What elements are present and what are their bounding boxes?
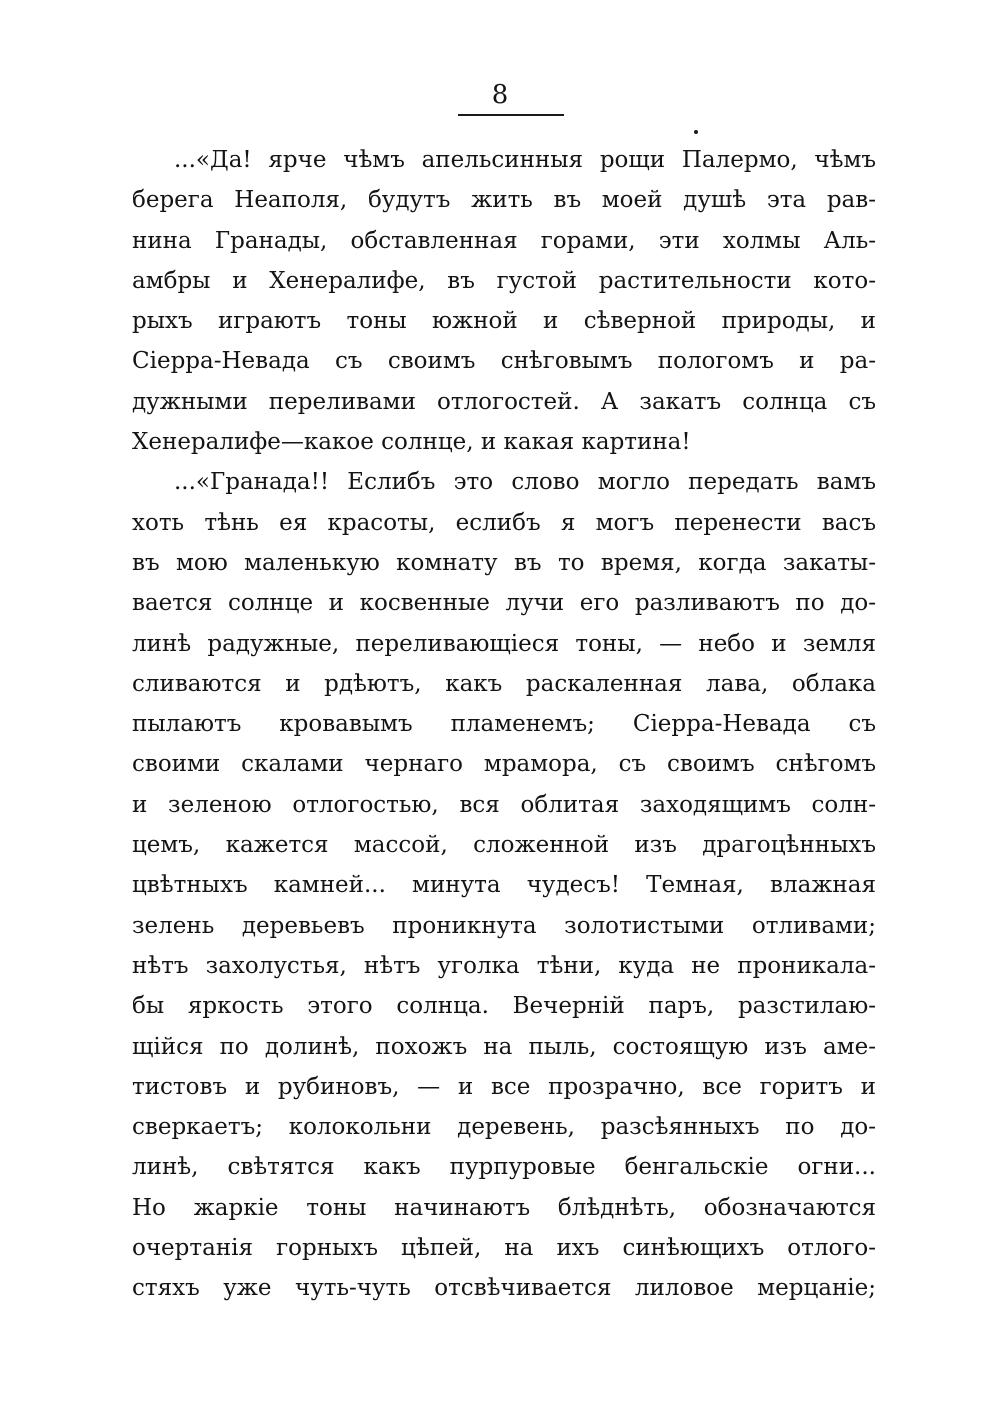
text-line: зелень деревьевъ проникнута золотистыми отливами; <box>132 912 876 939</box>
page-number: 8 <box>491 80 509 110</box>
text-line: рыхъ играютъ тоны южной и сѣверной природы, и <box>132 308 876 335</box>
print-speck <box>694 130 698 134</box>
text-line: цемъ, кажется массой, сложенной изъ драгоцѣнныхъ <box>132 832 876 859</box>
text-line: ...«Да! ярче чѣмъ апельсинныя рощи Палермо, чѣмъ <box>174 147 876 173</box>
text-line: нѣтъ захолустья, нѣтъ уголка тѣни, куда не проникала- <box>132 952 876 979</box>
text-line: дужными переливами отлогостей. А закатъ солнца съ <box>132 388 876 415</box>
text-line: линѣ, свѣтятся какъ пурпуровые бенгальскіе огни... <box>132 1154 876 1181</box>
text-line: пылаютъ кровавымъ пламенемъ; Сіерра-Невада съ <box>132 711 876 738</box>
text-line: Сіерра-Невада съ своимъ снѣговымъ пологомъ и ра- <box>132 348 876 375</box>
text-line: берега Неаполя, будутъ жить въ моей душѣ эта рав- <box>132 187 876 214</box>
page-number-rule <box>458 114 564 116</box>
text-line: амбры и Хенералифе, въ густой растительности кото- <box>132 267 876 294</box>
text-line: сверкаетъ; колокольни деревень, разсѣянныхъ по до- <box>132 1114 876 1141</box>
text-line: ...«Гранада!! Еслибъ это слово могло передать вамъ <box>174 469 876 496</box>
text-line: вается солнце и косвенные лучи его разливаютъ по до- <box>132 590 876 617</box>
text-line: линѣ радужные, переливающіеся тоны, — небо и земля <box>132 630 876 657</box>
body-text <box>132 140 876 1309</box>
text-line: сливаются и рдѣютъ, какъ раскаленная лава, облака <box>132 670 876 697</box>
text-line: стяхъ уже чуть-чуть отсвѣчивается лиловое мерцаніе; <box>132 1275 876 1302</box>
text-line: Хенералифе—какое солнце, и какая картина! <box>132 429 691 456</box>
text-line: бы яркость этого солнца. Вечерній паръ, разстилаю- <box>132 993 876 1020</box>
text-line: очертанія горныхъ цѣпей, на ихъ синѣющихъ отлого- <box>132 1235 876 1262</box>
text-line: Но жаркіе тоны начинаютъ блѣднѣть, обозначаются <box>132 1194 876 1221</box>
text-line: тистовъ и рубиновъ, — и все прозрачно, все горитъ и <box>132 1073 876 1100</box>
text-line: и зеленою отлогостью, вся облитая заходящимъ солн- <box>132 791 876 818</box>
text-line: своими скалами чернаго мрамора, съ своимъ снѣгомъ <box>132 751 876 778</box>
text-line: въ мою маленькую комнату въ то время, когда закаты- <box>132 549 876 576</box>
text-line: хоть тѣнь ея красоты, еслибъ я могъ перенести васъ <box>132 509 876 536</box>
text-line: нина Гранады, обставленная горами, эти холмы Аль- <box>132 227 876 254</box>
text-line: щійся по долинѣ, похожъ на пыль, состоящую изъ аме- <box>132 1033 876 1060</box>
text-line: цвѣтныхъ камней... минута чудесъ! Темная, влажная <box>132 872 876 899</box>
